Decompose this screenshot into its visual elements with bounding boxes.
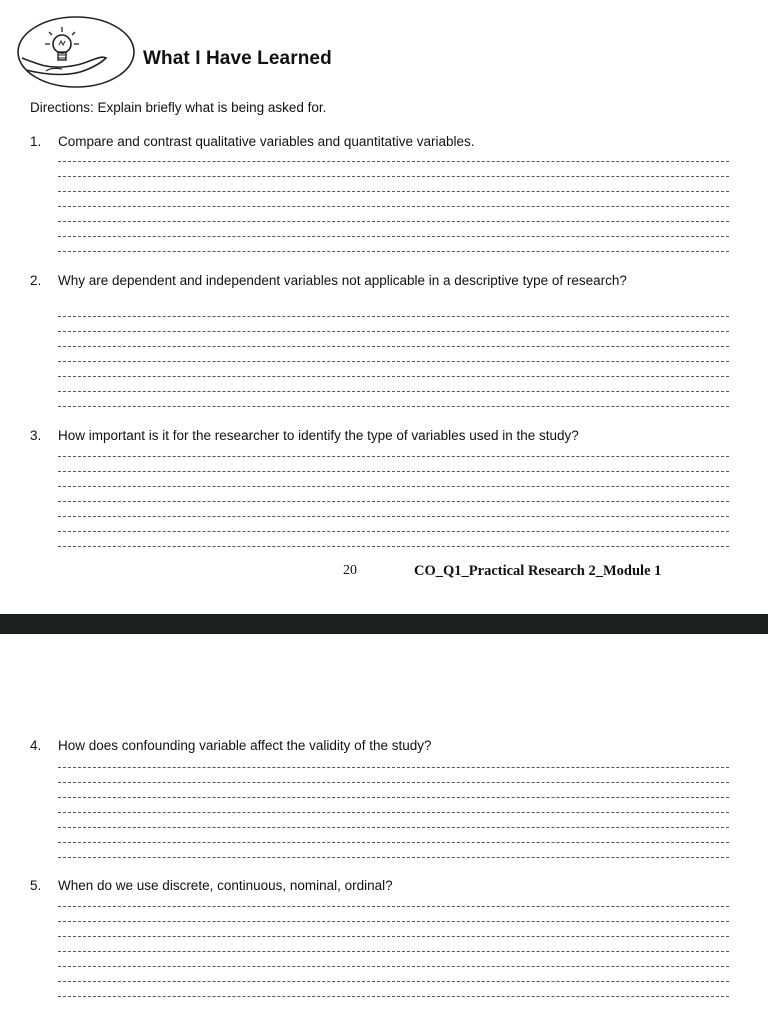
answer-line[interactable] xyxy=(58,921,729,922)
answer-line[interactable] xyxy=(58,546,729,547)
answer-line[interactable] xyxy=(58,501,729,502)
answer-line[interactable] xyxy=(58,797,729,798)
answer-lines-1[interactable] xyxy=(58,161,729,252)
answer-line[interactable] xyxy=(58,176,729,177)
answer-line[interactable] xyxy=(58,827,729,828)
answer-line[interactable] xyxy=(58,361,729,362)
answer-line[interactable] xyxy=(58,767,729,768)
answer-line[interactable] xyxy=(58,486,729,487)
question-number: 1. xyxy=(30,134,42,149)
answer-line[interactable] xyxy=(58,966,729,967)
answer-line[interactable] xyxy=(58,857,729,858)
answer-line[interactable] xyxy=(58,251,729,252)
worksheet-page-2 xyxy=(0,634,768,1024)
answer-line[interactable] xyxy=(58,951,729,952)
page-separator xyxy=(0,614,768,634)
answer-line[interactable] xyxy=(58,406,729,407)
question-text: How does confounding variable affect the validity of the study? xyxy=(58,738,432,753)
question-number: 5. xyxy=(30,878,42,893)
question-text: How important is it for the researcher to identify the type of variables used in the study? xyxy=(58,428,579,443)
page-number: 20 xyxy=(343,563,357,578)
answer-line[interactable] xyxy=(58,456,729,457)
question-5 xyxy=(30,878,740,894)
answer-line[interactable] xyxy=(58,936,729,937)
answer-line[interactable] xyxy=(58,782,729,783)
question-number: 4. xyxy=(30,738,42,753)
answer-line[interactable] xyxy=(58,346,729,347)
answer-line[interactable] xyxy=(58,471,729,472)
answer-line[interactable] xyxy=(58,191,729,192)
question-text: Why are dependent and independent variables not applicable in a descriptive type of research? xyxy=(58,273,627,288)
answer-line[interactable] xyxy=(58,331,729,332)
question-number: 2. xyxy=(30,273,42,288)
module-label: CO_Q1_Practical Research 2_Module 1 xyxy=(414,563,662,579)
question-3 xyxy=(30,428,740,444)
answer-line[interactable] xyxy=(58,391,729,392)
answer-lines-5[interactable] xyxy=(58,906,729,997)
answer-line[interactable] xyxy=(58,996,729,997)
answer-line[interactable] xyxy=(58,906,729,907)
answer-lines-3[interactable] xyxy=(58,456,729,547)
answer-line[interactable] xyxy=(58,221,729,222)
question-1 xyxy=(30,134,740,150)
question-text: When do we use discrete, continuous, nominal, ordinal? xyxy=(58,878,393,893)
answer-lines-4[interactable] xyxy=(58,767,729,858)
answer-line[interactable] xyxy=(58,206,729,207)
question-4 xyxy=(30,738,740,754)
answer-line[interactable] xyxy=(58,376,729,377)
answer-line[interactable] xyxy=(58,812,729,813)
answer-line[interactable] xyxy=(58,531,729,532)
answer-line[interactable] xyxy=(58,236,729,237)
answer-line[interactable] xyxy=(58,161,729,162)
lightbulb-in-hand-icon xyxy=(16,14,140,90)
answer-line[interactable] xyxy=(58,842,729,843)
directions-text: Directions: Explain briefly what is being asked for. xyxy=(30,100,327,115)
answer-lines-2[interactable] xyxy=(58,316,729,407)
question-text: Compare and contrast qualitative variables and quantitative variables. xyxy=(58,134,475,149)
answer-line[interactable] xyxy=(58,316,729,317)
question-2 xyxy=(30,273,740,289)
answer-line[interactable] xyxy=(58,981,729,982)
page-title: What I Have Learned xyxy=(143,48,332,69)
question-number: 3. xyxy=(30,428,42,443)
answer-line[interactable] xyxy=(58,516,729,517)
